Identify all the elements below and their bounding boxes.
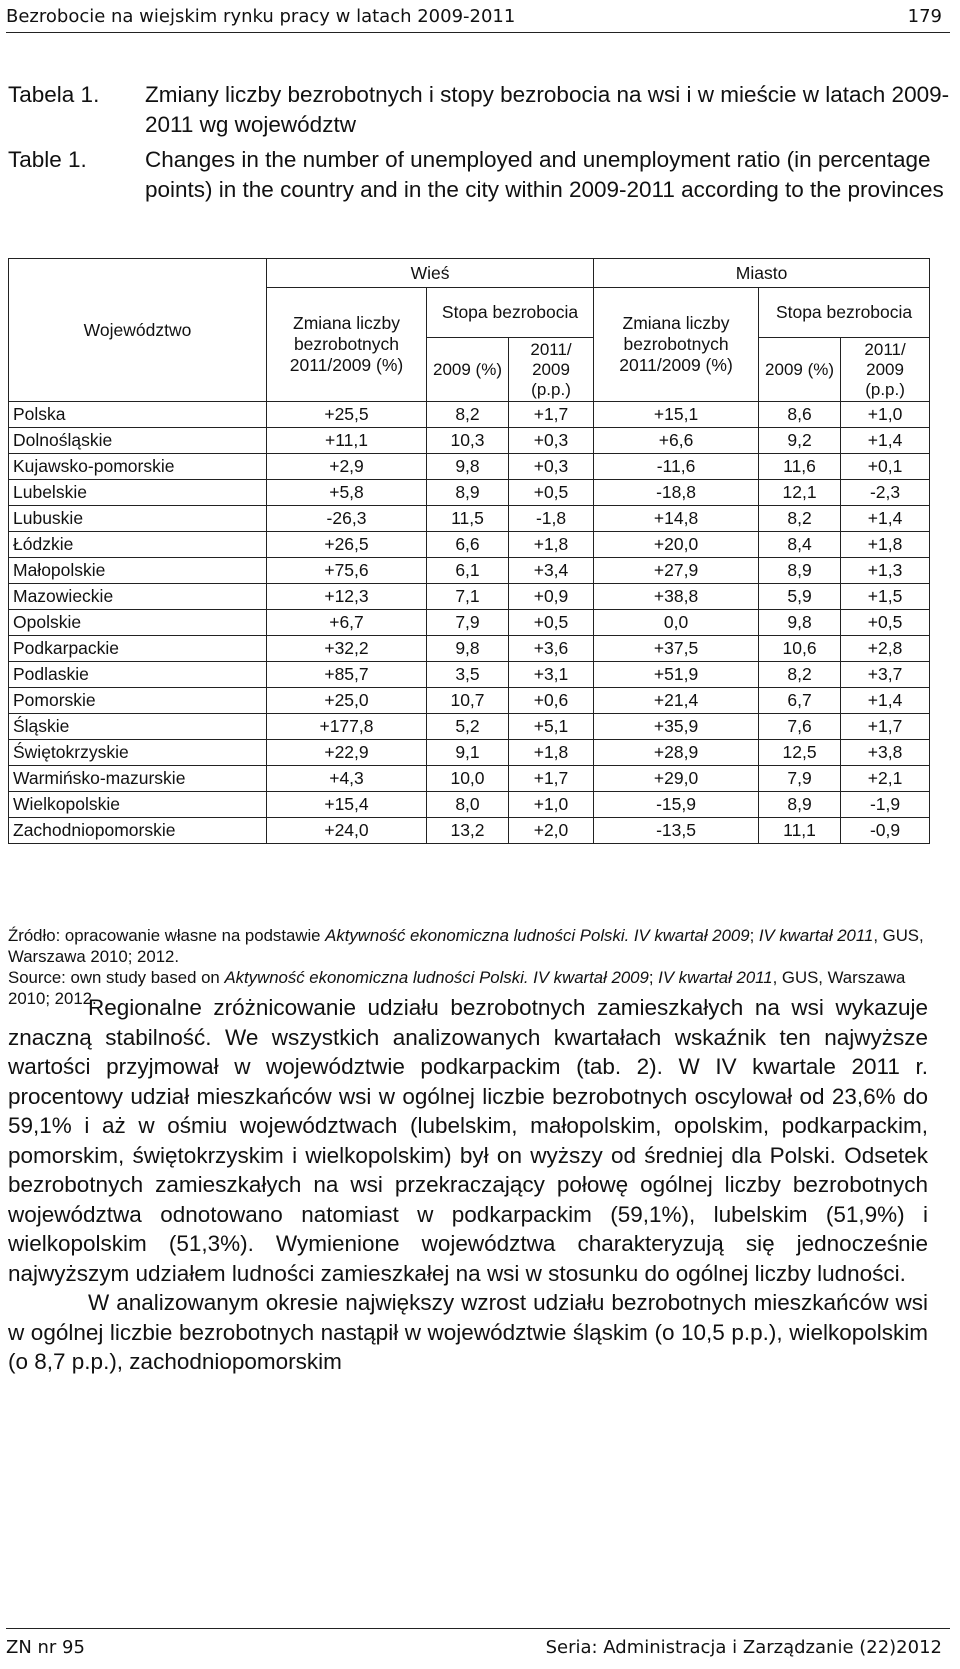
value-cell: +51,9 [594,662,759,688]
header-rate-village: Stopa bezrobocia [427,288,594,338]
value-cell: 8,2 [759,662,841,688]
value-cell: 8,2 [427,402,509,428]
value-cell: +75,6 [267,558,427,584]
value-cell: +5,8 [267,480,427,506]
header-2009-city: 2009 (%) [759,338,841,402]
value-cell: 6,1 [427,558,509,584]
region-name-cell: Mazowieckie [9,584,267,610]
table-row [9,740,930,766]
value-cell: 12,1 [759,480,841,506]
region-name-cell: Lubuskie [9,506,267,532]
region-name-cell: Świętokrzyskie [9,740,267,766]
source-pl: Źródło: opracowanie własne na podstawie Aktywność ekonomiczna ludności Polski. IV kwartał 2009; IV kwartał 2011, GUS, Warszawa 2010; 2012. [8,926,924,966]
caption-text-pl: Zmiany liczby bezrobotnych i stopy bezrobocia na wsi i w mieście w latach 2009-2011 wg województw [145,82,950,137]
table-header [9,259,930,402]
value-cell: +32,2 [267,636,427,662]
value-cell: +6,6 [594,428,759,454]
region-name-cell: Wielkopolskie [9,792,267,818]
region-name-cell: Podlaskie [9,662,267,688]
value-cell: 11,6 [759,454,841,480]
value-cell: +2,9 [267,454,427,480]
value-cell: 8,6 [759,402,841,428]
value-cell: +1,0 [841,402,930,428]
table-row [9,818,930,844]
region-name-cell: Kujawsko-pomorskie [9,454,267,480]
value-cell: 5,9 [759,584,841,610]
value-cell: 8,4 [759,532,841,558]
value-cell: +0,1 [841,454,930,480]
value-cell: -1,9 [841,792,930,818]
header-city: Miasto [594,259,930,288]
value-cell: 8,9 [759,792,841,818]
value-cell: 13,2 [427,818,509,844]
header-change-city: Zmiana liczby bezrobotnych 2011/2009 (%) [594,288,759,402]
table-row [9,766,930,792]
region-name-cell: Opolskie [9,610,267,636]
value-cell: -15,9 [594,792,759,818]
running-head [6,4,950,33]
value-cell: +1,7 [841,714,930,740]
caption-label-pl: Tabela 1. [8,82,100,107]
value-cell: +25,5 [267,402,427,428]
header-region: Województwo [9,259,267,402]
header-2011-city: 2011/ 2009 (p.p.) [841,338,930,402]
caption-label-en: Table 1. [8,147,87,172]
table-row [9,610,930,636]
value-cell: +27,9 [594,558,759,584]
value-cell: +1,0 [509,792,594,818]
value-cell: +22,9 [267,740,427,766]
value-cell: -18,8 [594,480,759,506]
value-cell: -26,3 [267,506,427,532]
value-cell: +1,8 [841,532,930,558]
paragraph: W analizowanym okresie największy wzrost udziału bezrobotnych mieszkańców wsi w ogólnej liczbie bezrobotnych nastąpił w województwie śląskim (o 10,5 p.p.), wielkopolskim (o 8,7 p.p.), zachodniopomorskim [8,1290,928,1374]
value-cell: -0,9 [841,818,930,844]
value-cell: +3,7 [841,662,930,688]
region-name-cell: Polska [9,402,267,428]
table-row [9,792,930,818]
region-name-cell: Warmińsko-mazurskie [9,766,267,792]
value-cell: 9,8 [427,454,509,480]
caption-text-en: Changes in the number of unemployed and unemployment ratio (in percentage points) in the country and in the city within 2009-2011 according to the provinces [145,147,944,202]
region-name-cell: Łódzkie [9,532,267,558]
value-cell: +11,1 [267,428,427,454]
value-cell: +26,5 [267,532,427,558]
value-cell: 6,6 [427,532,509,558]
value-cell: +6,7 [267,610,427,636]
value-cell: +2,0 [509,818,594,844]
value-cell: 10,6 [759,636,841,662]
value-cell: +28,9 [594,740,759,766]
table-container [8,258,929,844]
value-cell: 8,2 [759,506,841,532]
region-name-cell: Pomorskie [9,688,267,714]
value-cell: +1,8 [509,532,594,558]
value-cell: 9,8 [427,636,509,662]
table-row [9,454,930,480]
region-name-cell: Śląskie [9,714,267,740]
value-cell: +3,6 [509,636,594,662]
value-cell: +14,8 [594,506,759,532]
paragraph: Regionalne zróżnicowanie udziału bezrobotnych zamieszkałych na wsi wykazuje znaczną stabilność. We wszystkich analizowanych kwartałach wskaźnik ten najwyższe wartości przyjmował w województwie podkarpackim (tab. 2). W IV kwartale 2011 r. procentowy udział mieszkańców wsi w ogólnej liczbie bezrobotnych oscylował od 23,6% do 59,1% i aż w ośmiu województwach (lubelskim, małopolskim, opolskim, podkarpackim, pomorskim, świętokrzyskim i wielkopolskim) był on wyższy od średniej dla Polski. Odsetek bezrobotnych zamieszkałych na wsi przekraczający połowę ogólnej liczby bezrobotnych województwa odnotowano natomiast w podkarpackim (59,1%), lubelskim (51,9%) i wielkopolskim (51,3%). Wymienione województwa charakteryzują się jednocześnie najwyższym udziałem ludności zamieszkałej na wsi w stosunku do ogólnej liczby ludności. [8,995,928,1286]
body-text [8,993,928,1377]
region-name-cell: Małopolskie [9,558,267,584]
table-row [9,428,930,454]
page-number: 179 [907,6,942,27]
footer-journal-number: ZN nr 95 [6,1637,85,1658]
value-cell: +0,5 [509,480,594,506]
table-row [9,662,930,688]
value-cell: +12,3 [267,584,427,610]
value-cell: +24,0 [267,818,427,844]
table-row [9,558,930,584]
value-cell: +1,4 [841,688,930,714]
value-cell: +1,5 [841,584,930,610]
value-cell: 8,9 [427,480,509,506]
page-footer [6,1628,950,1665]
value-cell: +4,3 [267,766,427,792]
table-body [9,402,930,844]
data-table [8,258,930,844]
value-cell: +20,0 [594,532,759,558]
region-name-cell: Dolnośląskie [9,428,267,454]
value-cell: 9,8 [759,610,841,636]
value-cell: 7,9 [427,610,509,636]
table-row [9,688,930,714]
value-cell: +3,4 [509,558,594,584]
header-village: Wieś [267,259,594,288]
value-cell: 8,9 [759,558,841,584]
value-cell: 10,3 [427,428,509,454]
table-row [9,584,930,610]
value-cell: +177,8 [267,714,427,740]
value-cell: 7,6 [759,714,841,740]
region-name-cell: Zachodniopomorskie [9,818,267,844]
value-cell: +37,5 [594,636,759,662]
table-row [9,532,930,558]
region-name-cell: Lubelskie [9,480,267,506]
value-cell: 9,2 [759,428,841,454]
value-cell: 0,0 [594,610,759,636]
table-row [9,480,930,506]
value-cell: -11,6 [594,454,759,480]
value-cell: 5,2 [427,714,509,740]
table-row [9,636,930,662]
value-cell: +0,5 [509,610,594,636]
value-cell: +15,1 [594,402,759,428]
value-cell: +5,1 [509,714,594,740]
value-cell: +0,6 [509,688,594,714]
running-title: Bezrobocie na wiejskim rynku pracy w latach 2009-2011 [6,6,516,27]
value-cell: +0,3 [509,428,594,454]
value-cell: 7,9 [759,766,841,792]
table-row [9,506,930,532]
value-cell: +2,8 [841,636,930,662]
value-cell: +38,8 [594,584,759,610]
value-cell: +25,0 [267,688,427,714]
value-cell: +1,8 [509,740,594,766]
value-cell: 10,7 [427,688,509,714]
value-cell: 12,5 [759,740,841,766]
value-cell: +1,7 [509,766,594,792]
value-cell: +29,0 [594,766,759,792]
value-cell: +15,4 [267,792,427,818]
region-name-cell: Podkarpackie [9,636,267,662]
header-2011-village: 2011/ 2009 (p.p.) [509,338,594,402]
source-en: Source: own study based on Aktywność ekonomiczna ludności Polski. IV kwartał 2009; IV kwartał 2011, GUS, Warszawa 2010; 2012. [8,968,906,1008]
value-cell: +21,4 [594,688,759,714]
value-cell: 11,1 [759,818,841,844]
value-cell: 6,7 [759,688,841,714]
value-cell: +2,1 [841,766,930,792]
table-row [9,402,930,428]
value-cell: +0,5 [841,610,930,636]
value-cell: +1,7 [509,402,594,428]
value-cell: +1,4 [841,506,930,532]
value-cell: -13,5 [594,818,759,844]
value-cell: 11,5 [427,506,509,532]
footer-series: Seria: Administracja i Zarządzanie (22)2012 [545,1637,942,1658]
value-cell: +3,8 [841,740,930,766]
header-rate-city: Stopa bezrobocia [759,288,930,338]
value-cell: 10,0 [427,766,509,792]
value-cell: 8,0 [427,792,509,818]
value-cell: +0,9 [509,584,594,610]
value-cell: -1,8 [509,506,594,532]
value-cell: 3,5 [427,662,509,688]
value-cell: +1,3 [841,558,930,584]
header-2009-village: 2009 (%) [427,338,509,402]
value-cell: +35,9 [594,714,759,740]
table-row [9,714,930,740]
header-change-village: Zmiana liczby bezrobotnych 2011/2009 (%) [267,288,427,402]
value-cell: +85,7 [267,662,427,688]
value-cell: 7,1 [427,584,509,610]
value-cell: +1,4 [841,428,930,454]
value-cell: -2,3 [841,480,930,506]
value-cell: +0,3 [509,454,594,480]
value-cell: +3,1 [509,662,594,688]
value-cell: 9,1 [427,740,509,766]
